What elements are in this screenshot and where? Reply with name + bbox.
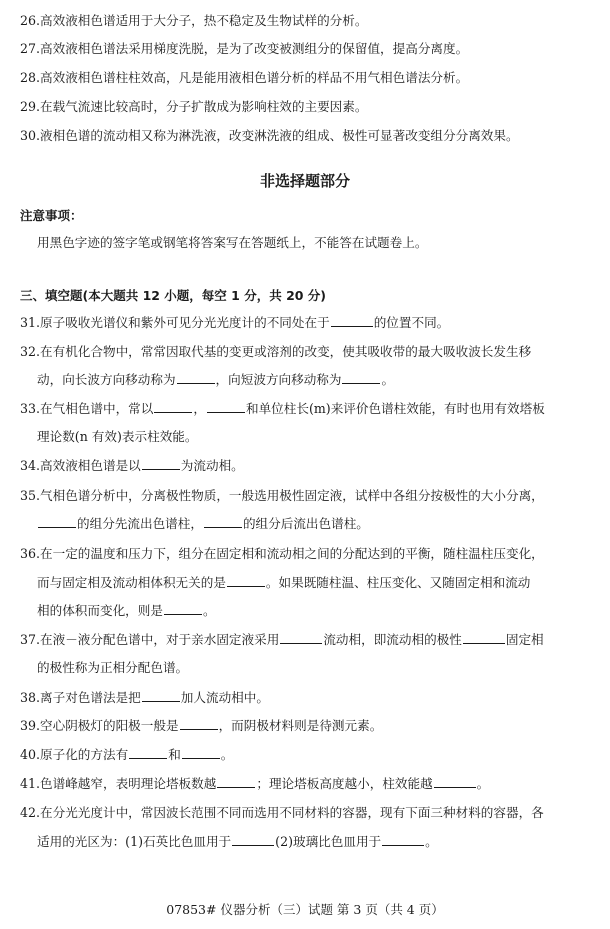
answer-blank (463, 631, 505, 644)
notice-heading: 注意事项： (20, 208, 83, 223)
answer-blank (177, 371, 215, 384)
question-36-line2: 而与固定相及流动相体积无关的是 。如果既随柱温、柱压变化、又随固定相和流动 (37, 575, 531, 590)
question-40: 40.原子化的方法有 和 。 (20, 747, 234, 762)
question-35-line2: 的组分先流出色谱柱， 的组分后流出色谱柱。 (37, 515, 610, 533)
answer-blank (280, 631, 322, 644)
answer-blank (38, 515, 76, 528)
question-35-line1: 35.气相色谱分析中，分离极性物质，一般选用极性固定液，试样中各组分按极性的大小分离， (20, 488, 544, 503)
answer-blank (129, 746, 167, 759)
answer-blank (142, 457, 180, 470)
question-42-line1: 42.在分光光度计中，常因波长范围不同而选用不同材料的容器，现有下面三种材料的容器，各 (20, 805, 544, 820)
tf-item-26: 26.高效液相色谱适用于大分子，热不稳定及生物试样的分析。 (20, 13, 368, 28)
tf-item-28: 28.高效液相色谱柱柱效高，凡是能用液相色谱分析的样品不用气相色谱法分析。 (20, 70, 469, 85)
question-36-line1: 36.在一定的温度和压力下，组分在固定相和流动相之间的分配达到的平衡，随柱温柱压变化， (20, 546, 544, 561)
answer-blank (331, 314, 373, 327)
notice-text: 用黑色字迹的签字笔或钢笔将答案写在答题纸上，不能答在试题卷上。 (37, 235, 428, 250)
answer-blank (227, 574, 265, 587)
question-37-line2: 的极性称为正相分配色谱。 (37, 660, 189, 675)
answer-blank (204, 515, 242, 528)
question-33-line1: 33.在气相色谱中，常以 ， 和单位柱长(m)来评价色谱柱效能，有时也用有效塔板 (20, 401, 545, 416)
tf-item-27: 27.高效液相色谱法采用梯度洗脱，是为了改变被测组分的保留值，提高分离度。 (20, 41, 469, 56)
answer-blank (180, 717, 218, 730)
question-32-line2: 动，向长波方向移动称为 ，向短波方向移动称为 。 (37, 372, 395, 387)
section-title: 非选择题部分 (259, 172, 350, 190)
answer-blank (142, 689, 180, 702)
question-41: 41.色谱峰越窄，表明理论塔板数越 ；理论塔板高度越小，柱效能越 。 (20, 776, 490, 791)
part-heading: 三、填空题(本大题共 12 小题，每空 1 分，共 20 分) (20, 288, 327, 303)
question-31: 31.原子吸收光谱仪和紫外可见分光光度计的不同处在于 的位置不同。 (20, 315, 450, 330)
question-38: 38.离子对色谱法是把 加人流动相中。 (20, 690, 269, 705)
question-37-line1: 37.在液－液分配色谱中，对于亲水固定液采用 流动相，即流动相的极性 固定相 (20, 632, 544, 647)
question-36-line3: 相的体积而变化，则是 。 (37, 603, 216, 618)
answer-blank (434, 775, 476, 788)
question-32-line1: 32.在有机化合物中，常常因取代基的变更或溶剂的改变，使其吸收带的最大吸收波长发生移 (20, 344, 532, 359)
tf-item-30: 30.液相色谱的流动相又称为淋洗液，改变淋洗液的组成、极性可显著改变组分分离效果。 (20, 128, 519, 143)
question-33-line2: 理论数(n 有效)表示柱效能。 (37, 429, 198, 444)
question-39: 39.空心阴极灯的阳极一般是 ，而阴极材料则是待测元素。 (20, 718, 383, 733)
answer-blank (342, 371, 380, 384)
answer-blank (154, 400, 192, 413)
question-34: 34.高效液相色谱是以 为流动相。 (20, 458, 244, 473)
answer-blank (232, 833, 274, 846)
answer-blank (207, 400, 245, 413)
page-footer: 07853# 仪器分析（三）试题 第 3 页（共 4 页） (166, 902, 444, 917)
answer-blank (217, 775, 255, 788)
question-42-line2: 适用的光区为：(1)石英比色皿用于 (2)玻璃比色皿用于 。 (37, 834, 438, 849)
answer-blank (182, 746, 220, 759)
answer-blank (382, 833, 424, 846)
tf-item-29: 29.在载气流速比较高时，分子扩散成为影响柱效的主要因素。 (20, 99, 368, 114)
answer-blank (164, 602, 202, 615)
